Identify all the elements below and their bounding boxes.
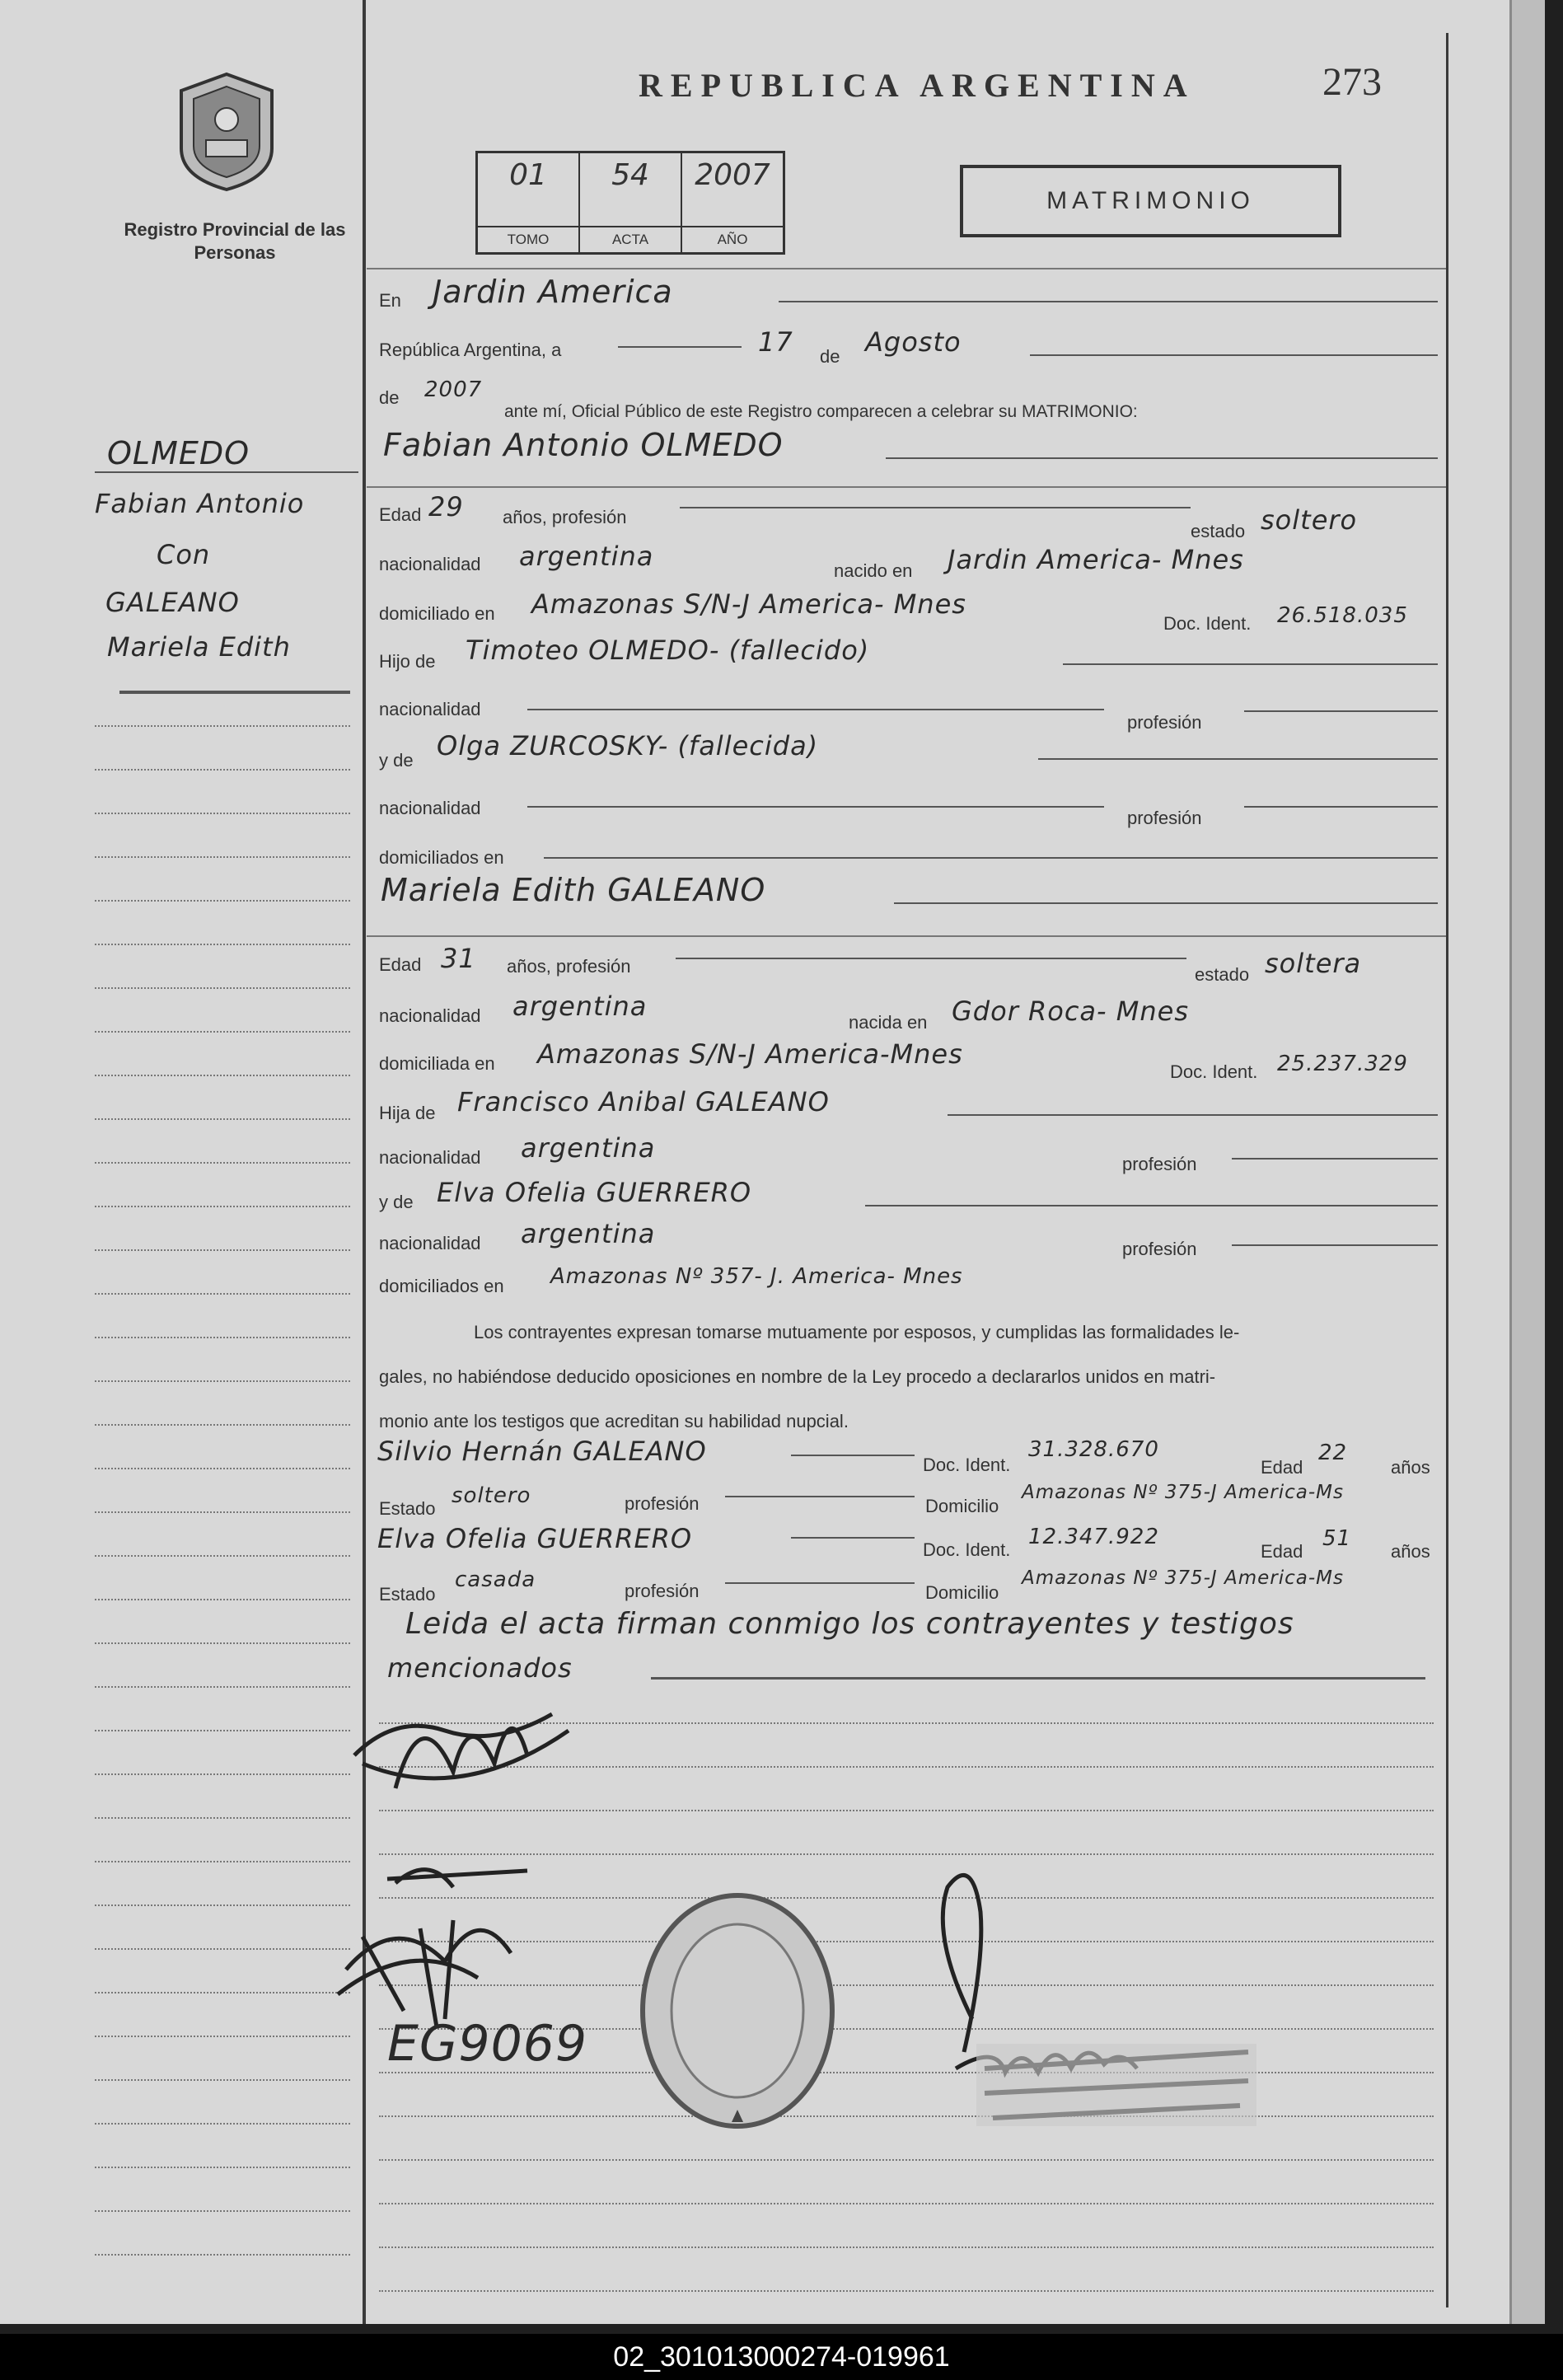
ano-cell xyxy=(682,153,783,252)
bride-edad-label: Edad xyxy=(379,954,422,975)
groom-father-prof-line xyxy=(1244,710,1438,712)
margin-dotted-line xyxy=(95,813,350,814)
groom-doc-label: Doc. Ident. xyxy=(1163,613,1252,634)
acta-cell xyxy=(580,153,682,252)
body-dotted-line xyxy=(379,2290,1434,2292)
margin-dotted-line xyxy=(95,1468,350,1469)
body-dotted-line xyxy=(379,2203,1434,2204)
witness1-domicilio-label: Domicilio xyxy=(925,1496,999,1516)
groom-nac-label-2: nacionalidad xyxy=(379,699,481,719)
groom-name-line xyxy=(886,457,1438,459)
closing-line-2-rule xyxy=(651,1677,1425,1680)
body-dotted-line xyxy=(379,1810,1434,1811)
bride-estado-label: estado xyxy=(1195,964,1250,985)
margin-dotted-line xyxy=(95,1642,350,1644)
body-dotted-line xyxy=(379,2246,1434,2248)
witness2-doc: 12.347.922 xyxy=(1028,1525,1159,1549)
bride-nacionalidad: argentina xyxy=(512,991,648,1022)
bride-mother-nac: argentina xyxy=(521,1218,656,1249)
margin-dotted-line xyxy=(95,1118,350,1120)
right-rule xyxy=(1446,33,1448,2307)
bride-doc-label: Doc. Ident. xyxy=(1170,1061,1258,1082)
bride-hija-label: Hija de xyxy=(379,1103,436,1123)
groom-estado: soltero xyxy=(1261,504,1358,536)
page-number: 273 xyxy=(1322,60,1382,104)
acta-label: ACTA xyxy=(580,226,681,252)
groom-edad-label: Edad xyxy=(379,504,422,525)
margin-dotted-line xyxy=(95,1293,350,1295)
bride-age: 31 xyxy=(441,943,476,974)
margin-rule-2 xyxy=(119,691,350,694)
day: 17 xyxy=(758,326,793,358)
ante-text: ante mí, Oficial Público de este Registro comparecen a celebrar su MATRIMONIO: xyxy=(504,402,1138,421)
groom-mother-prof-line xyxy=(1244,806,1438,808)
margin-dotted-line xyxy=(95,1162,350,1164)
witness1-domicilio: Amazonas Nº 375-J America-Ms xyxy=(1022,1482,1344,1503)
margin-dotted-line xyxy=(95,2210,350,2212)
margin-dotted-line xyxy=(95,1773,350,1775)
en-label: En xyxy=(379,290,401,311)
margin-dotted-line xyxy=(95,2079,350,2081)
bride-mother-line xyxy=(865,1205,1438,1206)
margin-dotted-line xyxy=(95,1206,350,1207)
bride-y-de-label: y de xyxy=(379,1192,414,1212)
groom-father-line xyxy=(1063,663,1438,665)
margin-dotted-line xyxy=(95,2254,350,2256)
bride-profesion-label: años, profesión xyxy=(507,956,631,977)
bride-doc: 25.237.329 xyxy=(1277,1052,1408,1076)
tomo-label: TOMO xyxy=(478,226,578,252)
margin-dotted-line xyxy=(95,1904,350,1906)
witness2-profesion-label: profesión xyxy=(625,1581,700,1601)
bride-prof-label-2: profesión xyxy=(1122,1154,1197,1174)
groom-prof-label-3: profesión xyxy=(1127,808,1202,828)
document-type: MATRIMONIO xyxy=(960,165,1341,237)
margin-rule-1 xyxy=(95,471,358,473)
margin-name-groom: Fabian Antonio xyxy=(95,488,305,519)
margin-dotted-line xyxy=(95,725,350,727)
acta-value: 54 xyxy=(611,158,649,192)
witness2-domicilio: Amazonas Nº 375-J America-Ms xyxy=(1022,1567,1344,1589)
margin-dotted-line xyxy=(95,1730,350,1731)
de-label-2: de xyxy=(379,387,400,408)
header-rule xyxy=(367,268,1446,269)
margin-surname-groom: OLMEDO xyxy=(107,435,250,471)
acta-box xyxy=(475,151,785,255)
bride-nac-label-2: nacionalidad xyxy=(379,1147,481,1168)
official-stamp-icon xyxy=(634,1887,840,2134)
bride-domicilio-label: domiciliada en xyxy=(379,1053,495,1074)
bride-father-prof-line xyxy=(1232,1158,1438,1160)
witness1-estado-label: Estado xyxy=(379,1498,436,1519)
margin-dotted-line xyxy=(95,987,350,989)
margin-dotted-line xyxy=(95,1424,350,1426)
margin-dotted-line xyxy=(95,2036,350,2037)
witness2-name: Elva Ofelia GUERRERO xyxy=(377,1523,693,1554)
witness2-name-line xyxy=(791,1537,915,1539)
year: 2007 xyxy=(424,377,483,402)
declaration-line-1: Los contrayentes expresan tomarse mutuamente por esposos, y cumplidas las formalidades le- xyxy=(474,1322,1240,1342)
witness1-estado: soltero xyxy=(452,1483,531,1508)
margin-dotted-line xyxy=(95,1337,350,1338)
republica-label: República Argentina, a xyxy=(379,340,562,360)
groom-rule xyxy=(367,486,1446,488)
groom-domicilio: Amazonas S/N-J America- Mnes xyxy=(531,588,966,620)
witness1-profesion-label: profesión xyxy=(625,1493,700,1514)
place: Jardin America xyxy=(433,274,673,310)
margin-dotted-line xyxy=(95,1031,350,1033)
margin-dotted-line xyxy=(95,944,350,945)
day-line-a xyxy=(618,346,742,348)
groom-profesion-label: años, profesión xyxy=(503,507,627,527)
bride-father: Francisco Anibal GALEANO xyxy=(457,1086,830,1117)
groom-father-nac-line xyxy=(527,709,1104,710)
margin-dotted-line xyxy=(95,1686,350,1688)
witness2-estado-label: Estado xyxy=(379,1584,436,1605)
groom-domiciliados-label: domiciliados en xyxy=(379,847,504,868)
groom-parents-dom-line xyxy=(544,857,1438,859)
witness1-name-line xyxy=(791,1455,915,1456)
groom-estado-label: estado xyxy=(1191,521,1246,541)
margin-dotted-line xyxy=(95,2167,350,2168)
witness2-prof-line xyxy=(725,1582,915,1584)
witness1-age: 22 xyxy=(1318,1441,1348,1465)
witness1-doc: 31.328.670 xyxy=(1028,1437,1159,1462)
margin-dotted-line xyxy=(95,769,350,771)
bride-nac-label-3: nacionalidad xyxy=(379,1233,481,1253)
margin-dotted-line xyxy=(95,2123,350,2125)
groom-prof-line xyxy=(680,507,1191,508)
bride-mother: Elva Ofelia GUERRERO xyxy=(437,1177,752,1208)
groom-mother-line xyxy=(1038,758,1438,760)
groom-domicilio-label: domiciliado en xyxy=(379,603,495,624)
tomo-cell xyxy=(478,153,580,252)
margin-surname-bride: GALEANO xyxy=(105,587,240,618)
witness1-anos-label: años xyxy=(1391,1457,1430,1478)
body-dotted-line xyxy=(379,2159,1434,2161)
bride-name: Mariela Edith GALEANO xyxy=(381,872,766,908)
body-dotted-line xyxy=(379,2115,1434,2117)
month-line xyxy=(1030,354,1438,356)
margin-con: Con xyxy=(157,539,211,570)
month: Agosto xyxy=(865,326,962,358)
signature-1-icon xyxy=(346,1681,593,1805)
bride-prof-line xyxy=(676,958,1186,959)
groom-mother: Olga ZURCOSKY- (fallecida) xyxy=(437,730,819,761)
bride-prof-label-3: profesión xyxy=(1122,1239,1197,1259)
de-label: de xyxy=(820,346,840,367)
witness1-edad-label: Edad xyxy=(1261,1457,1303,1478)
bride-nac-label: nacionalidad xyxy=(379,1005,481,1026)
groom-nacido-label: nacido en xyxy=(834,560,913,581)
officer-stamp-icon xyxy=(968,2036,1265,2134)
declaration-line-2: gales, no habiéndose deducido oposiciones en nombre de la Ley procedo a declararlos unidos en matri- xyxy=(379,1366,1216,1387)
ano-label: AÑO xyxy=(682,226,783,252)
margin-dotted-line xyxy=(95,1075,350,1076)
page-edge xyxy=(1509,0,1545,2324)
groom-nac-label-3: nacionalidad xyxy=(379,798,481,818)
margin-dotted-line xyxy=(95,856,350,858)
margin-dotted-line xyxy=(95,1992,350,1993)
bride-domicilio: Amazonas S/N-J America-Mnes xyxy=(537,1038,963,1070)
registry-name: Registro Provincial de las Personas xyxy=(124,219,346,263)
groom-nacionalidad: argentina xyxy=(519,541,654,572)
groom-prof-label-2: profesión xyxy=(1127,712,1202,733)
bride-nacida-label: nacida en xyxy=(849,1012,928,1033)
witness2-anos-label: años xyxy=(1391,1541,1430,1562)
margin-dotted-line xyxy=(95,1817,350,1819)
witness2-estado: casada xyxy=(455,1567,536,1592)
place-line xyxy=(779,301,1438,302)
witness2-doc-label: Doc. Ident. xyxy=(923,1539,1011,1560)
image-caption: 02_301013000274-019961 xyxy=(0,2334,1563,2380)
signature-note: EG9069 xyxy=(387,2015,588,2073)
bride-estado: soltera xyxy=(1265,948,1362,979)
declaration-paragraph xyxy=(379,1310,1434,1444)
bride-born: Gdor Roca- Mnes xyxy=(952,996,1189,1027)
bride-parents-domicilio: Amazonas Nº 357- J. America- Mnes xyxy=(550,1264,963,1289)
declaration-line-3: monio ante los testigos que acreditan su habilidad nupcial. xyxy=(379,1411,849,1431)
groom-born: Jardin America- Mnes xyxy=(948,544,1244,575)
country-title: REPUBLICA ARGENTINA xyxy=(639,67,1196,104)
margin-dotted-line xyxy=(95,1249,350,1251)
margin-dotted-line xyxy=(95,1861,350,1862)
groom-mother-nac-line xyxy=(527,806,1104,808)
margin-dotted-line xyxy=(95,900,350,902)
margin-dotted-line xyxy=(95,1555,350,1557)
groom-age: 29 xyxy=(428,491,464,522)
witness1-doc-label: Doc. Ident. xyxy=(923,1455,1011,1475)
groom-hijo-label: Hijo de xyxy=(379,651,436,672)
witness2-age: 51 xyxy=(1322,1526,1352,1551)
registry-seal-icon xyxy=(169,70,284,194)
witness1-name: Silvio Hernán GALEANO xyxy=(377,1436,707,1467)
bride-name-line xyxy=(894,902,1438,904)
margin-name-bride: Mariela Edith xyxy=(107,631,291,663)
bride-domiciliados-label: domiciliados en xyxy=(379,1276,504,1296)
margin-dotted-line xyxy=(95,1599,350,1600)
groom-doc: 26.518.035 xyxy=(1277,603,1408,628)
closing-line-1: Leida el acta firman conmigo los contrayentes y testigos xyxy=(405,1607,1294,1641)
margin-dotted-line xyxy=(95,1380,350,1382)
groom-y-de-label: y de xyxy=(379,750,414,771)
groom-nac-label: nacionalidad xyxy=(379,554,481,574)
margin-dotted-line xyxy=(95,1948,350,1950)
tomo-value: 01 xyxy=(509,158,547,192)
closing-line-2: mencionados xyxy=(387,1652,573,1684)
ano-value: 2007 xyxy=(695,158,770,192)
witness2-edad-label: Edad xyxy=(1261,1541,1303,1562)
witness1-prof-line xyxy=(725,1496,915,1497)
bride-rule xyxy=(367,935,1446,937)
witness2-domicilio-label: Domicilio xyxy=(925,1582,999,1603)
margin-dotted-line xyxy=(95,1511,350,1513)
groom-father: Timoteo OLMEDO- (fallecido) xyxy=(466,635,870,666)
groom-name: Fabian Antonio OLMEDO xyxy=(383,427,784,463)
bride-father-nac: argentina xyxy=(521,1132,656,1164)
bride-mother-prof-line xyxy=(1232,1244,1438,1246)
bride-father-line xyxy=(948,1114,1438,1116)
